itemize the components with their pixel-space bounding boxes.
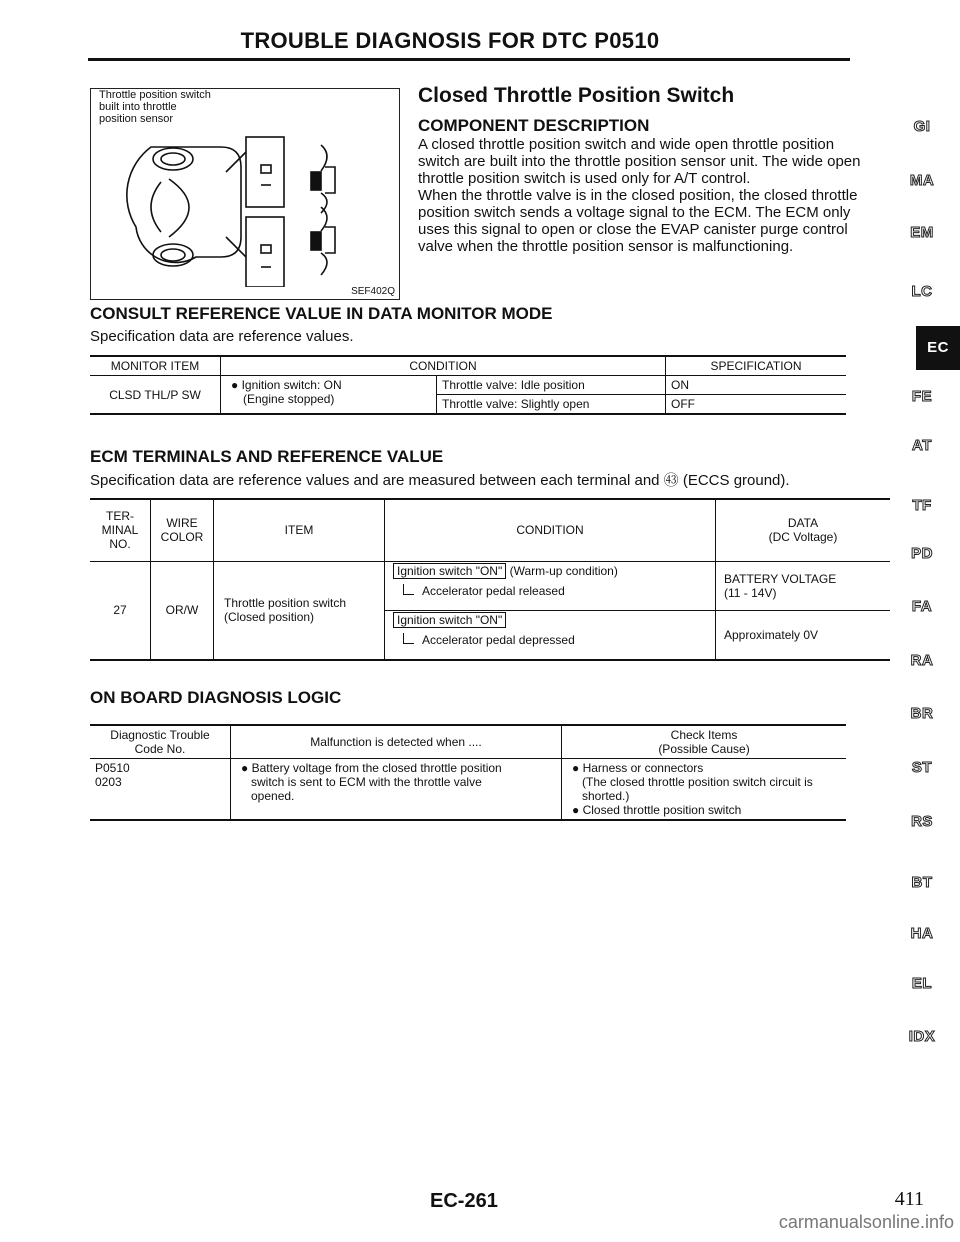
condition-cell <box>385 610 716 660</box>
ecm-table <box>90 498 890 661</box>
figure-caption <box>99 89 269 125</box>
malfunction-line: ● Battery voltage from the closed throttle position <box>241 761 502 775</box>
page-number: 411 <box>894 1188 924 1210</box>
table-row <box>90 759 846 821</box>
side-tab-fa[interactable]: FA <box>911 598 933 615</box>
table-header <box>90 499 151 561</box>
header-line: DATA <box>787 516 819 531</box>
figure-caption-line: built into throttle <box>99 101 177 113</box>
ignition-switch-label: Ignition switch "ON" <box>393 612 506 628</box>
condition-extra: (Warm-up condition) <box>509 563 618 578</box>
paragraph-line: valve when the throttle position sensor is malfunctioning. <box>418 238 794 255</box>
malfunction-cell <box>231 759 562 821</box>
table-header: SPECIFICATION <box>710 359 802 373</box>
branch-line-icon <box>403 633 414 644</box>
side-tab-lc[interactable]: LC <box>911 283 933 300</box>
page-title: TROUBLE DIAGNOSIS FOR DTC P0510 <box>240 28 660 53</box>
terminal-number: 27 <box>90 561 151 660</box>
section-title: Closed Throttle Position Switch <box>418 84 735 107</box>
figure-caption-line: Throttle position switch <box>99 89 211 101</box>
pedal-state: Accelerator pedal released <box>422 583 565 598</box>
check-line: ● Closed throttle position switch <box>572 803 742 817</box>
header-line: COLOR <box>160 530 204 545</box>
table-header <box>90 725 231 759</box>
condition-line: (Engine stopped) <box>243 392 335 406</box>
side-tab-ma[interactable]: MA <box>909 172 935 189</box>
table-header: CONDITION <box>385 499 716 561</box>
throttle-sensor-drawing <box>111 127 391 287</box>
paragraph-line: When the throttle valve is in the closed position, the closed throttle <box>418 187 858 204</box>
ecm-note: Specification data are reference values and are measured between each terminal and ㊸ (ECCS ground). <box>90 472 790 489</box>
condition-cell: Throttle valve: Slightly open <box>437 395 666 415</box>
pedal-state: Accelerator pedal depressed <box>422 632 575 647</box>
side-tab-fe[interactable]: FE <box>911 388 933 405</box>
data-line: Approximately 0V <box>724 627 819 642</box>
table-header: ITEM <box>214 499 385 561</box>
side-tab-bt[interactable]: BT <box>911 874 933 891</box>
side-tab-br[interactable]: BR <box>910 705 934 722</box>
ecm-item <box>214 561 385 660</box>
item-line: (Closed position) <box>224 610 315 624</box>
condition-line: ● Ignition switch: ON <box>231 378 342 392</box>
check-cell <box>562 759 847 821</box>
condition-cell: Throttle valve: Idle position <box>437 376 666 395</box>
dtc-code: 0203 <box>95 775 122 789</box>
component-description-title: COMPONENT DESCRIPTION <box>418 116 650 135</box>
side-tab-tf[interactable]: TF <box>912 497 932 514</box>
side-tab-rs[interactable]: RS <box>911 813 933 830</box>
table-header-row <box>90 356 846 376</box>
figure-id: SEF402Q <box>351 286 395 297</box>
side-tab-pd[interactable]: PD <box>911 545 933 562</box>
paragraph-line: A closed throttle position switch and wide open throttle position <box>418 136 835 153</box>
table-header-row <box>90 499 890 561</box>
side-tab-st[interactable]: ST <box>911 759 933 776</box>
table-header <box>562 725 847 759</box>
monitor-item: CLSD THL/P SW <box>90 376 221 415</box>
side-tab-at[interactable]: AT <box>912 437 932 454</box>
watermark: carmanualsonline.info <box>778 1212 954 1232</box>
side-tab-el[interactable]: EL <box>911 975 933 992</box>
malfunction-line: opened. <box>251 789 295 803</box>
header-line: (DC Voltage) <box>768 530 838 545</box>
malfunction-line: switch is sent to ECM with the throttle valve <box>251 775 482 789</box>
dtc-cell <box>90 759 231 821</box>
condition-cell <box>385 561 716 610</box>
side-tab-ec[interactable]: EC <box>916 326 960 370</box>
header-line: NO. <box>109 537 131 552</box>
table-header-row <box>90 725 846 759</box>
header-line: Code No. <box>134 742 186 756</box>
header-line: WIRE <box>166 516 198 531</box>
table-row <box>90 376 846 395</box>
table-header <box>716 499 891 561</box>
paragraph-line: uses this signal to open or close the EVAP canister purge control <box>418 221 848 238</box>
consult-table <box>90 355 846 415</box>
paragraph-line: switch are built into the throttle position sensor unit. The wide open <box>418 153 861 170</box>
table-header <box>151 499 214 561</box>
data-line: (11 - 14V) <box>724 585 777 600</box>
monitor-condition <box>221 376 437 415</box>
check-line: ● Harness or connectors <box>572 761 704 775</box>
consult-title: CONSULT REFERENCE VALUE IN DATA MONITOR MODE <box>90 304 553 323</box>
side-tab-ra[interactable]: RA <box>910 652 934 669</box>
spec-cell: OFF <box>671 397 695 411</box>
paragraph-line: position switch sends a voltage signal to the ECM. The ECM only <box>418 204 851 221</box>
consult-note: Specification data are reference values. <box>90 328 354 345</box>
data-cell <box>716 610 891 660</box>
ignition-switch-label: Ignition switch "ON" <box>393 563 506 579</box>
side-tab-em[interactable]: EM <box>910 224 934 241</box>
wire-color: OR/W <box>151 561 214 660</box>
header-line: MINAL <box>101 523 139 538</box>
obd-table <box>90 724 846 821</box>
component-description <box>418 136 918 255</box>
table-row <box>90 561 890 610</box>
table-header: Malfunction is detected when .... <box>231 725 562 759</box>
dtc-code: P0510 <box>95 761 130 775</box>
ecm-title: ECM TERMINALS AND REFERENCE VALUE <box>90 447 444 466</box>
check-line: (The closed throttle position switch circuit is <box>582 775 813 789</box>
data-line: BATTERY VOLTAGE <box>724 571 837 586</box>
side-tab-idx[interactable]: IDX <box>908 1028 936 1045</box>
page-code: EC-261 <box>430 1190 498 1212</box>
header-line: (Possible Cause) <box>658 742 750 756</box>
header-line: Diagnostic Trouble <box>110 728 210 742</box>
figure-caption-line: position sensor <box>99 113 173 125</box>
header-line: Check Items <box>670 728 738 742</box>
paragraph-line: throttle position switch is used only for A/T control. <box>418 170 751 187</box>
header-rule <box>88 58 850 61</box>
branch-line-icon <box>403 584 414 595</box>
side-tab-gi[interactable]: GI <box>913 118 931 135</box>
obd-title: ON BOARD DIAGNOSIS LOGIC <box>90 688 342 707</box>
sensor-figure <box>90 88 400 300</box>
data-cell <box>716 561 891 610</box>
table-header: CONDITION <box>221 356 666 376</box>
header-line: TER- <box>106 509 134 524</box>
check-line: shorted.) <box>582 789 630 803</box>
side-tab-ha[interactable]: HA <box>910 925 934 942</box>
spec-cell: ON <box>666 376 847 395</box>
table-header: MONITOR ITEM <box>90 356 221 376</box>
item-line: Throttle position switch <box>224 596 347 610</box>
